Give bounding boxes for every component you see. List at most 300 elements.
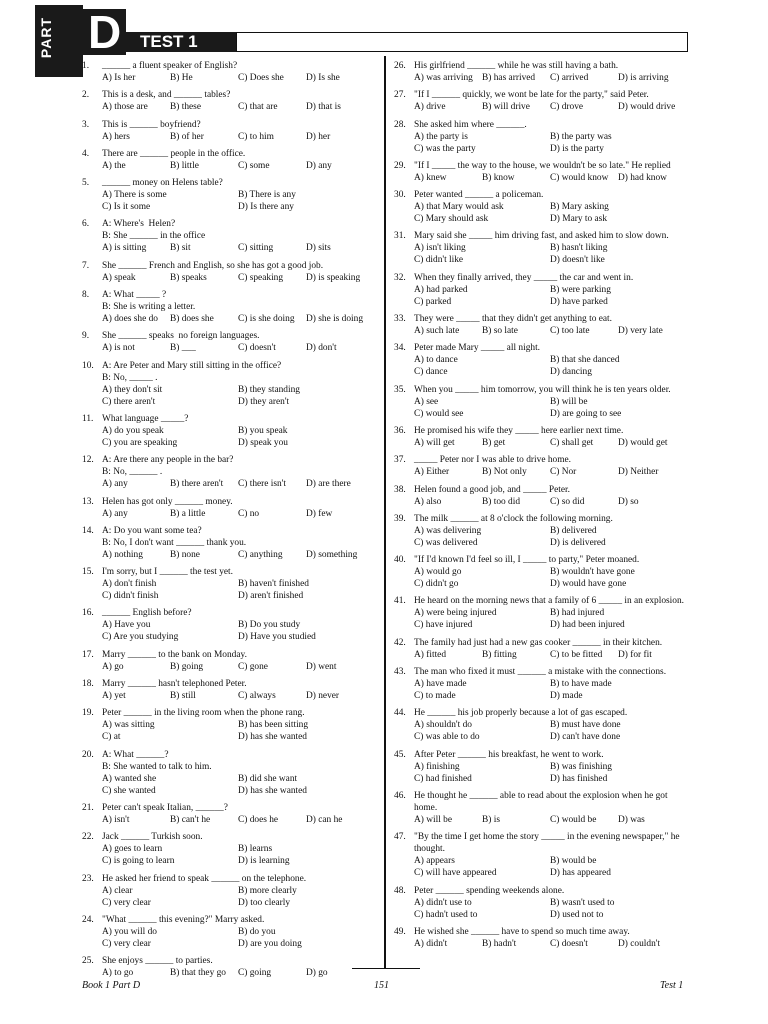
answer-option: B) He [170,73,193,83]
answer-option: A) wanted she [102,773,157,784]
question-stem: Peter can't speak Italian, ______? [102,802,228,813]
answer-option: A) go [102,661,124,672]
question-item [82,566,378,602]
question-item [82,177,378,213]
answer-option: A) the party is [414,131,468,142]
question-stem: This is a desk, and ______ tables? [102,90,231,101]
answer-option: B) speaks [170,272,207,283]
question-item [394,454,690,478]
question-stem: ______ English before? [102,608,192,619]
answer-option: D) speak you [238,437,288,448]
answer-option: A) to go [102,968,134,979]
question-item [394,595,690,631]
answer-option: A) appears [414,856,455,867]
answer-option: A) didn't [414,938,448,949]
question-item [82,218,378,254]
question-stem: The family had just had a new gas cooker ______ in their kitchen. [414,637,663,648]
answer-option: C) so did [550,496,585,507]
answer-option: B) to have made [550,679,612,690]
answer-option: C) that are [238,102,278,113]
question-number: 30. [394,190,406,201]
question-item [394,926,690,950]
answer-option: A) fitted [414,649,447,660]
answer-option: B) There is any [238,190,296,201]
answer-option: C) doesn't [238,343,276,354]
answer-option: A) any [102,508,128,519]
answer-option: D) that is [306,102,341,113]
question-stem: He promised his wife they _____ here earlier next time. [414,425,624,436]
answer-option: B) were parking [550,284,611,295]
answer-option: C) some [238,160,270,171]
answer-option: C) she wanted [102,785,156,796]
question-number: 1. [82,61,90,71]
answer-option: D) made [550,691,583,702]
answer-option: A) they don't sit [102,384,163,395]
answer-option: D) has she wanted [238,732,307,743]
question-stem: "What ______ this evening?" Marry asked. [102,914,265,925]
answer-option: D) her [306,131,331,142]
question-stem: A: What ______? [102,749,169,760]
dialogue-line: B: She is writing a letter. [102,302,196,313]
question-number: 34. [394,343,406,354]
question-stem: The man who fixed it must ______ a mistake with the connections. [414,667,667,678]
question-stem: After Peter ______ his breakfast, he went to work. [414,749,604,760]
question-item [394,790,690,826]
dialogue-line: B: She wanted to talk to him. [102,761,212,772]
title-rule-box [236,32,688,52]
answer-option: D) go [306,968,328,979]
answer-option: B) you speak [238,425,288,436]
question-item [394,384,690,420]
answer-option: B) learns [238,844,273,855]
answer-option: D) is speaking [306,272,361,283]
answer-option: A) would go [414,567,462,578]
question-item [394,230,690,266]
answer-option: C) hadn't used to [414,909,478,920]
answer-option: D) had know [618,172,667,183]
question-stem: She ______ speaks no foreign languages. [102,331,260,342]
answer-option: B) was finishing [550,761,612,772]
question-item [82,360,378,408]
answer-option: C) there isn't [238,479,287,490]
answer-option: C) would know [550,172,609,183]
question-item [394,637,690,661]
part-tab [36,5,84,77]
question-stem: This is ______ boyfriend? [102,119,201,130]
answer-option: B) wouldn't have gone [550,567,635,578]
question-item [394,831,690,879]
answer-option: C) shall get [550,437,594,448]
question-number: 3. [82,119,90,130]
footer-book-label: Book 1 Part D [82,980,141,991]
answer-option: D) don't [306,343,337,354]
answer-option: B) would be [550,856,597,867]
question-number: 22. [82,832,94,843]
answer-option: D) any [306,160,332,171]
question-stem: "If I ______ quickly, we wont be late for the party," said Peter. [414,90,649,101]
question-stem: When they finally arrived, they _____ the car and went in. [414,272,634,283]
answer-option: D) Mary to ask [550,214,608,225]
question-item [82,678,378,702]
question-item [82,607,378,643]
answer-option: D) used not to [550,909,604,920]
answer-option: C) will have appeared [414,868,497,879]
answer-option: B) Mary asking [550,202,609,213]
answer-option: D) Is there any [238,202,294,213]
answer-option: D) went [306,661,337,672]
answer-option: C) Nor [550,467,577,478]
question-stem: Mary said she _____ him driving fast, and asked him to slow down. [414,231,669,242]
question-stem: A: Where's Helen? [102,219,176,230]
answer-option: A) do you speak [102,425,164,436]
answer-option: D) sits [306,243,331,254]
question-item [82,525,378,561]
question-item [82,955,378,979]
question-number: 44. [394,708,406,719]
answer-option: B) that she danced [550,355,620,366]
question-stem: Helen found a good job, and _____ Peter. [414,484,570,495]
dialogue-line: B: No, _____ . [102,372,158,383]
dialogue-line: B: No, ______ . [102,467,163,478]
answer-option: A) finishing [414,761,460,772]
question-number: 25. [82,956,94,967]
answer-option: B) a little [170,508,206,519]
question-item [394,342,690,378]
answer-option: B) did she want [238,773,298,784]
answer-option: C) to him [238,131,274,142]
answer-option: A) was delivering [414,525,482,536]
answer-option: C) drove [550,102,584,113]
question-item [82,496,378,520]
answer-option: A) see [414,396,439,407]
question-item [82,454,378,490]
answer-option: B) do you [238,926,276,937]
answer-option: A) didn't use to [414,897,472,908]
answer-option: D) are there [306,479,351,490]
question-stem: Jack ______ Turkish soon. [102,832,203,843]
question-stem: _____ Peter nor I was able to drive home. [414,455,571,466]
question-item [394,119,690,155]
answer-option: D) was [618,814,645,825]
answer-option: C) was the party [414,143,476,154]
answer-option: B) the party was [550,131,612,142]
answer-option: B) too did [482,496,521,507]
answer-option: D) Neither [618,467,659,478]
answer-option: A) drive [414,102,446,113]
answer-option: B) will drive [482,102,530,113]
question-number: 43. [394,667,406,678]
question-number: 20. [82,749,94,760]
answer-option: D) would get [618,437,668,448]
answer-option: C) always [238,691,276,702]
answer-option: D) are you doing [238,938,302,949]
question-item [82,873,378,909]
question-stem: There are ______ people in the office. [102,148,246,159]
answer-option: C) gone [238,661,268,672]
question-item [82,260,378,284]
answer-option: B) has been sitting [238,720,309,731]
answer-option: D) can he [306,814,343,825]
answer-option: B) know [482,172,515,183]
question-number: 15. [82,567,94,578]
test-title: TEST 1 [126,32,236,52]
answer-option: D) had been injured [550,620,625,631]
question-item [82,289,378,325]
answer-option: C) would be [550,814,597,825]
answer-option: D) doesn't like [550,255,605,266]
question-item [82,148,378,172]
part-word: PART [38,17,54,59]
answer-option: B) they standing [238,384,300,395]
answer-option: A) goes to learn [102,844,163,855]
question-item [394,484,690,508]
footer-test-label: Test 1 [660,980,684,991]
question-item [394,189,690,225]
answer-option: B) still [170,691,196,702]
answer-option: C) does he [238,814,279,825]
answer-option: A) you will do [102,926,157,937]
answer-option: C) have injured [414,620,473,631]
question-item [394,749,690,785]
answer-option: B) so late [482,326,518,337]
answer-option: A) that Mary would ask [414,202,504,213]
question-item [82,802,378,826]
answer-option: B) there aren't [170,479,224,490]
question-stem: "If I'd known I'd feel so ill, I _____ to party," Peter moaned. [414,555,640,566]
question-number: 18. [82,679,94,690]
question-stem: He asked her friend to speak ______ on the telephone. [102,873,307,884]
question-stem: When you _____ him tomorrow, you will think he is ten years older. [414,384,671,395]
answer-option: D) would drive [618,102,676,113]
answer-option: B) had injured [550,608,605,619]
footer-page-number: 151 [374,980,389,991]
answer-option: C) Does she [238,73,284,83]
question-number: 40. [394,555,406,566]
question-number: 12. [82,455,94,466]
right-question-column [394,60,690,955]
question-stem: He heard on the morning news that a family of 6 _____ in an explosion. [414,596,684,607]
part-letter: D [88,6,122,58]
answer-option: B) little [170,160,199,171]
answer-option: B) none [170,549,200,560]
answer-option: A) is sitting [102,243,147,254]
answer-option: C) to made [414,691,456,702]
answer-option: C) was delivered [414,537,478,548]
question-number: 5. [82,178,90,189]
question-number: 17. [82,649,94,660]
question-number: 24. [82,914,94,925]
question-stem: A: Do you want some tea? [102,525,202,536]
question-number: 48. [394,885,406,896]
question-number: 37. [394,455,406,466]
question-item [82,413,378,449]
question-number: 11. [82,413,94,424]
question-stem: Peter ______ in the living room when the phone rang. [102,708,305,719]
answer-option: C) was able to do [414,732,480,743]
answer-option: A) isn't [102,814,130,825]
answer-option: A) any [102,479,128,490]
answer-option: A) clear [102,885,133,896]
answer-option: A) such late [414,326,460,337]
answer-option: D) would have gone [550,579,627,590]
answer-option: C) no [238,508,260,519]
question-number: 49. [394,926,406,937]
answer-option: D) is the party [550,143,604,154]
answer-option: C) is she doing [238,314,295,325]
answer-option: B) wasn't used to [550,897,615,908]
answer-option: A) also [414,496,442,507]
answer-option: B) get [482,437,506,448]
part-letter-box [82,6,126,58]
answer-option: C) Is it some [102,202,151,213]
answer-option: B) that they go [170,968,226,979]
question-item [394,885,690,921]
question-number: 29. [394,160,406,171]
dialogue-line: B: No, I don't want ______ thank you. [102,537,247,548]
question-number: 38. [394,484,406,495]
question-item [82,119,378,143]
answer-option: C) very clear [102,897,151,908]
answer-option: A) don't finish [102,579,157,590]
answer-option: B) has arrived [482,73,536,83]
question-item [82,749,378,797]
answer-option: D) never [306,691,340,702]
question-stem: He ______ his job properly because a lot of gas escaped. [414,708,628,719]
question-number: 42. [394,637,406,648]
question-item [394,554,690,590]
answer-option: C) Are you studying [102,632,179,643]
answer-option: D) has she wanted [238,785,307,796]
question-number: 45. [394,749,406,760]
answer-option: C) arrived [550,73,589,83]
answer-option: A) does she do [102,314,158,325]
answer-option: A) speak [102,272,136,283]
answer-option: A) Is her [102,73,136,83]
answer-option: A) nothing [102,549,143,560]
answer-option: D) is delivered [550,537,606,548]
answer-option: C) didn't finish [102,591,159,602]
question-stem: I'm sorry, but I ______ the test yet. [102,567,234,578]
question-stem: Peter made Mary _____ all night. [414,343,541,354]
question-number: 8. [82,290,90,301]
answer-option: B) fitting [482,649,517,660]
question-item [82,330,378,354]
dialogue-line: B: She ______ in the office [102,231,206,242]
answer-option: C) you are speaking [102,437,178,448]
question-number: 23. [82,873,94,884]
question-stem: They were _____ that they didn't get anything to eat. [414,314,612,325]
question-number: 26. [394,61,406,71]
question-stem: She asked him where ______. [414,119,527,130]
question-stem: What language _____? [102,413,189,424]
question-stem: A: Are there any people in the bar? [102,455,234,466]
answer-option: C) had finished [414,773,472,784]
question-item [82,831,378,867]
answer-option: A) hers [102,131,130,142]
answer-option: B) these [170,102,201,113]
question-number: 21. [82,802,94,813]
question-number: 4. [82,148,90,159]
question-number: 10. [82,360,94,371]
answer-option: D) dancing [550,367,592,378]
question-number: 16. [82,608,94,619]
question-number: 9. [82,331,90,342]
answer-option: D) so [618,496,639,507]
answer-option: C) didn't go [414,579,459,590]
question-number: 6. [82,219,90,230]
answer-option: C) sitting [238,243,274,254]
question-item [394,272,690,308]
column-divider [384,56,386,968]
answer-option: A) had parked [414,284,468,295]
answer-option: A) the [102,160,126,171]
question-stem: ______ money on Helens table? [102,178,223,189]
answer-option: D) is arriving [618,73,669,83]
answer-option: C) dance [414,367,448,378]
answer-option: B) can't he [170,814,211,825]
question-item [394,89,690,113]
question-item [394,513,690,549]
answer-option: B) Do you study [238,620,301,631]
question-number: 7. [82,260,90,271]
answer-option: D) couldn't [618,938,661,949]
question-stem: She enjoys ______ to parties. [102,956,213,967]
answer-option: D) too clearly [238,897,291,908]
question-stem: The milk ______ at 8 o'clock the following morning. [414,513,613,524]
answer-option: B) more clearly [238,885,297,896]
answer-option: C) to be fitted [550,649,603,660]
question-number: 27. [394,90,406,101]
answer-option: C) very clear [102,938,151,949]
answer-option: D) have parked [550,296,608,307]
answer-option: B) does she [170,314,214,325]
answer-option: C) going [238,968,272,979]
question-item [394,313,690,337]
answer-option: D) is learning [238,856,290,867]
answer-option: A) were being injured [414,608,497,619]
question-item [394,425,690,449]
question-number: 31. [394,231,406,242]
question-stem: His girlfriend ______ while he was still having a bath. [414,61,619,71]
answer-option: B) hasn't liking [550,243,608,254]
answer-option: A) Have you [102,620,151,631]
answer-option: A) was arriving [414,73,473,83]
answer-option: B) must have done [550,720,621,731]
answer-option: A) to dance [414,355,458,366]
answer-option: C) Mary should ask [414,214,489,225]
question-stem: Helen has got only ______ money. [102,496,233,507]
question-item [82,89,378,113]
answer-option: B) hadn't [482,938,517,949]
question-item [394,160,690,184]
question-stem: He thought he ______ able to read about the explosion when he got home. [414,790,670,813]
answer-option: A) is not [102,343,135,354]
question-item [82,649,378,673]
answer-option: B) is [482,814,500,825]
question-number: 46. [394,790,406,801]
question-number: 19. [82,708,94,719]
answer-option: D) Is she [306,73,340,83]
question-stem: He wished she ______ have to spend so much time away. [414,926,630,937]
answer-option: C) is going to learn [102,856,175,867]
answer-option: D) Have you studied [238,632,316,643]
question-stem: "If I _____ the way to the house, we wouldn't be so late." He replied [414,160,671,171]
answer-option: A) will be [414,814,453,825]
answer-option: B) will be [550,396,588,407]
answer-option: B) haven't finished [238,579,309,590]
question-number: 36. [394,425,406,436]
question-stem: "By the time I get home the story _____ in the evening newspaper," he thought. [414,832,682,855]
